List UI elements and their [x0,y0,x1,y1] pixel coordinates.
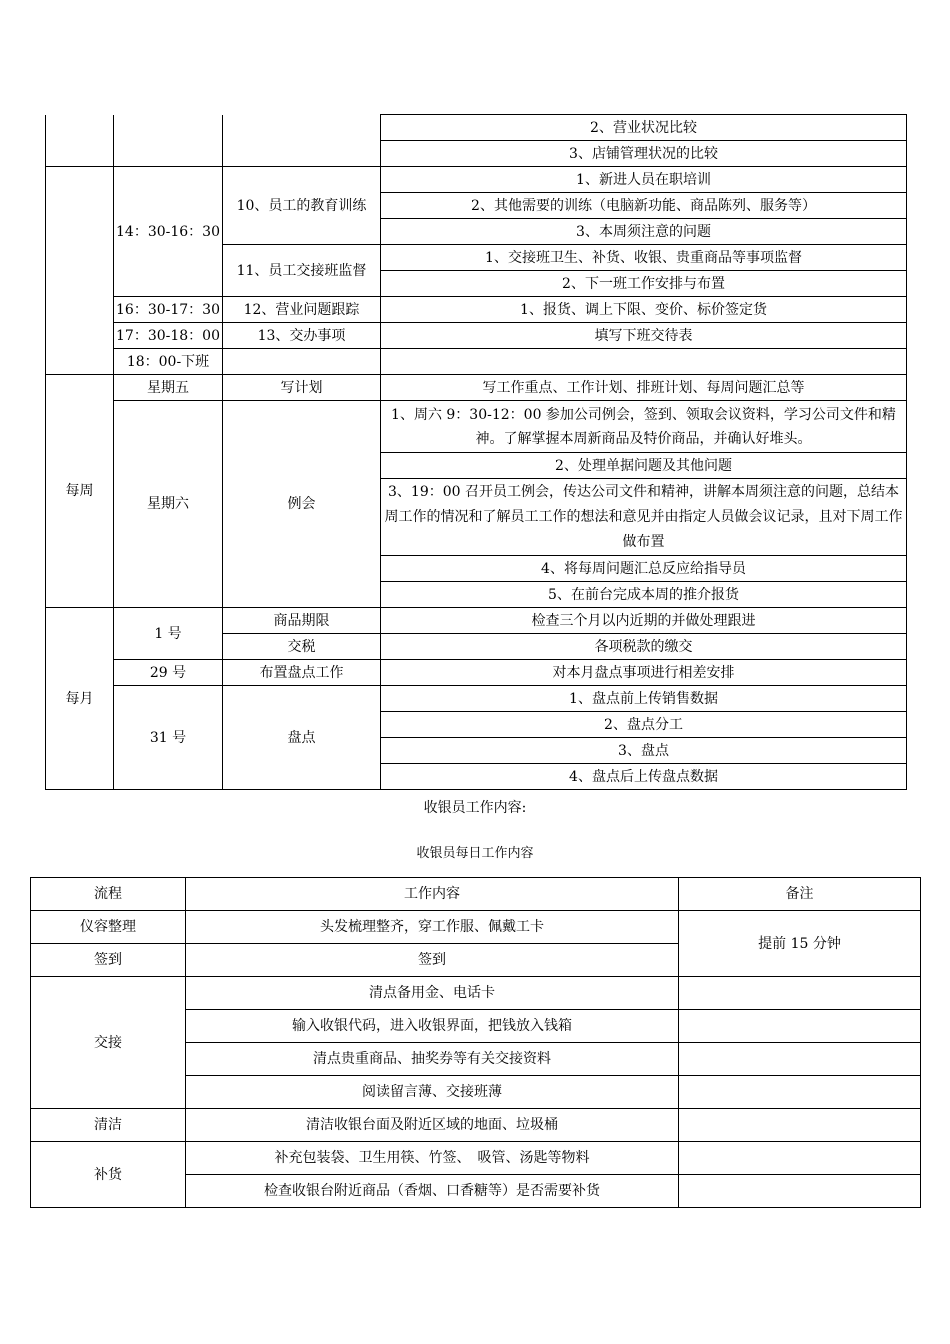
content-cell: 1、新进人员在职培训 [381,167,907,193]
content-cell: 2、处理单据问题及其他问题 [381,453,907,479]
content-cell: 输入收银代码，进入收银界面，把钱放入钱箱 [186,1010,679,1043]
content-cell: 2、其他需要的训练（电脑新功能、商品陈列、服务等） [381,193,907,219]
table-caption: 收银员每日工作内容 [416,846,534,861]
content-cell: 1、报货、调上下限、变价、标价签定货 [381,297,907,323]
period-cell-weekly: 每周 [46,375,114,608]
process-cell: 补货 [31,1142,186,1208]
section-heading: 收银员工作内容: [423,800,527,816]
task-cell: 10、员工的教育训练 [223,167,381,245]
day-cell: 1 号 [114,608,223,660]
time-cell-continued [114,115,223,167]
remark-cell [679,1109,921,1142]
content-cell: 阅读留言薄、交接班薄 [186,1076,679,1109]
task-cell: 盘点 [223,686,381,790]
content-cell: 3、盘点 [381,738,907,764]
day-cell: 星期五 [114,375,223,401]
process-cell: 仪容整理 [31,911,186,944]
task-cell: 布置盘点工作 [223,660,381,686]
remark-cell [679,977,921,1010]
remark-cell: 提前 15 分钟 [679,911,921,977]
content-cell: 1、周六 9：30-12：00 参加公司例会，签到、领取会议资料，学习公司文件和精神。了解掌握本周新商品及特价商品，并确认好堆头。 [381,401,907,453]
task-cell: 交税 [223,634,381,660]
content-cell: 3、本周须注意的问题 [381,219,907,245]
content-cell: 1、交接班卫生、补货、收银、贵重商品等事项监督 [381,245,907,271]
content-cell: 签到 [186,944,679,977]
content-cell: 头发梳理整齐，穿工作服、佩戴工卡 [186,911,679,944]
task-cell: 11、员工交接班监督 [223,245,381,297]
header-remark: 备注 [679,878,921,911]
period-cell-daily [46,167,114,375]
task-cell: 商品期限 [223,608,381,634]
time-cell: 18：00-下班 [114,349,223,375]
header-process: 流程 [31,878,186,911]
content-cell: 清洁收银台面及附近区域的地面、垃圾桶 [186,1109,679,1142]
header-content: 工作内容 [186,878,679,911]
period-cell-monthly: 每月 [46,608,114,790]
remark-cell [679,1142,921,1175]
process-cell: 交接 [31,977,186,1109]
content-cell [381,349,907,375]
content-cell: 各项税款的缴交 [381,634,907,660]
task-cell: 12、营业问题跟踪 [223,297,381,323]
day-cell: 29 号 [114,660,223,686]
task-cell [223,349,381,375]
task-cell: 例会 [223,401,381,608]
process-cell: 签到 [31,944,186,977]
content-cell: 5、在前台完成本周的推介报货 [381,582,907,608]
content-cell: 1、盘点前上传销售数据 [381,686,907,712]
content-cell: 检查三个月以内近期的并做处理跟进 [381,608,907,634]
content-cell: 填写下班交待表 [381,323,907,349]
day-cell: 31 号 [114,686,223,790]
content-cell: 检查收银台附近商品（香烟、口香糖等）是否需要补货 [186,1175,679,1208]
content-cell: 对本月盘点事项进行相差安排 [381,660,907,686]
remark-cell [679,1010,921,1043]
content-cell: 3、19：00 召开员工例会，传达公司文件和精神，讲解本周须注意的问题，总结本周工作的情况和了解员工工作的想法和意见并由指定人员做会议记录，且对下周工作做布置 [381,479,907,556]
remark-cell [679,1175,921,1208]
cashier-daily-table [30,877,921,1208]
period-cell-continued [46,115,114,167]
task-cell-continued [223,115,381,167]
content-cell: 清点备用金、电话卡 [186,977,679,1010]
task-cell: 写计划 [223,375,381,401]
remark-cell [679,1043,921,1076]
content-cell: 3、店铺管理状况的比较 [381,141,907,167]
time-cell: 14：30-16：30 [114,167,223,297]
content-cell: 4、盘点后上传盘点数据 [381,764,907,790]
time-cell: 16：30-17：30 [114,297,223,323]
content-cell: 补充包装袋、卫生用筷、竹签、 吸管、汤匙等物料 [186,1142,679,1175]
task-cell: 13、交办事项 [223,323,381,349]
process-cell: 清洁 [31,1109,186,1142]
content-cell: 4、将每周问题汇总反应给指导员 [381,556,907,582]
content-cell: 清点贵重商品、抽奖券等有关交接资料 [186,1043,679,1076]
remark-cell [679,1076,921,1109]
schedule-table [45,114,907,790]
content-cell: 2、下一班工作安排与布置 [381,271,907,297]
content-cell: 写工作重点、工作计划、排班计划、每周问题汇总等 [381,375,907,401]
content-cell: 2、盘点分工 [381,712,907,738]
day-cell: 星期六 [114,401,223,608]
time-cell: 17：30-18：00 [114,323,223,349]
content-cell: 2、营业状况比较 [381,115,907,141]
